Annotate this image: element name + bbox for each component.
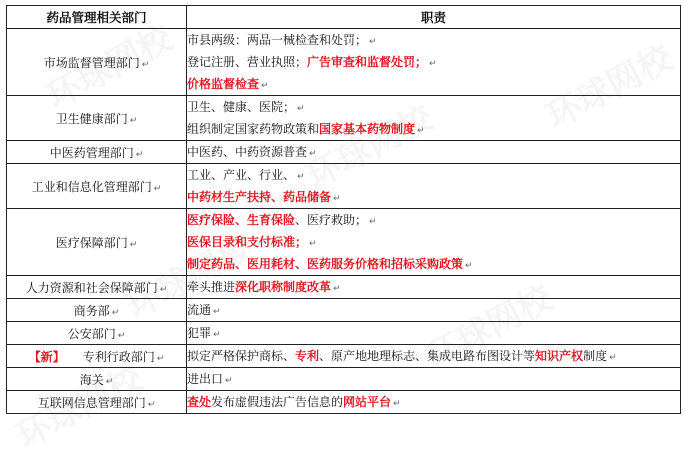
dept-name: 海关 (79, 372, 104, 387)
highlight-text: 查处 (187, 395, 212, 409)
duty-line (187, 231, 680, 253)
dept-cell (7, 164, 187, 209)
return-mark-icon: ↵ (105, 376, 114, 387)
dept-cell (7, 391, 187, 414)
duty-line (187, 164, 680, 186)
dept-cell (7, 322, 187, 345)
duty-cell (187, 299, 681, 322)
dept-name: 卫生健康部门 (55, 111, 128, 126)
return-mark-icon: ↵ (261, 81, 269, 91)
return-mark-icon: ↵ (393, 399, 401, 409)
duty-line (187, 209, 680, 231)
return-mark-icon: ↵ (369, 37, 377, 47)
return-mark-icon: ↵ (117, 330, 126, 341)
table-row (7, 391, 681, 414)
duty-cell (187, 322, 681, 345)
duty-text: 登记注册、营业执照； (187, 55, 308, 69)
dept-name: 公安部门 (67, 326, 116, 341)
duty-text: 市县两级：两品一械检查和处罚； (187, 33, 368, 47)
duty-text: 、原产地地理标志、集成电路布图设计等 (319, 349, 536, 363)
highlight-text: 深化职称制度改革 (235, 280, 332, 294)
highlight-text: 制定药品、医用耗材、医药服务价格和招标采购政策 (187, 257, 464, 271)
header-duty: 职责 (187, 6, 681, 29)
dept-name: 市场监督管理部门 (43, 55, 140, 70)
duty-text: 组织制定国家药物政策和 (187, 122, 320, 136)
dept-cell (7, 368, 187, 391)
return-mark-icon: ↵ (153, 183, 162, 194)
return-mark-icon: ↵ (147, 399, 156, 410)
return-mark-icon: ↵ (333, 194, 341, 204)
highlight-text: 知识产权 (535, 349, 584, 363)
return-mark-icon: ↵ (156, 353, 165, 364)
table-row (7, 164, 681, 209)
department-duties-table (6, 5, 681, 414)
return-mark-icon: ↵ (225, 376, 233, 386)
duty-cell (187, 391, 681, 414)
duty-cell (187, 368, 681, 391)
duty-text: 中医药、中药资源普查 (187, 145, 308, 159)
duty-line (187, 299, 680, 321)
highlight-text: 广告审查和监督处罚； (307, 55, 428, 69)
duty-line (187, 51, 680, 73)
return-mark-icon: ↵ (333, 284, 341, 294)
dept-cell (7, 276, 187, 299)
dept-name: 中医药管理部门 (49, 145, 134, 160)
table-row (7, 322, 681, 345)
table-row (7, 96, 681, 141)
duty-line (187, 345, 680, 367)
duty-text: 犯罪 (187, 326, 212, 340)
duty-cell (187, 209, 681, 276)
dept-cell (7, 345, 187, 368)
duty-line (187, 96, 680, 118)
return-mark-icon: ↵ (159, 284, 168, 295)
highlight-text: 价格监督检查 (187, 77, 260, 91)
duty-line (187, 186, 680, 208)
table-row (7, 209, 681, 276)
return-mark-icon: ↵ (609, 353, 617, 363)
dept-name: 医疗保障部门 (55, 235, 128, 250)
duty-line (187, 276, 680, 298)
duty-cell (187, 141, 681, 164)
duty-text: 、医疗救助； (295, 213, 368, 227)
duty-cell (187, 345, 681, 368)
highlight-text: 国家基本药物制度 (319, 122, 416, 136)
dept-cell (7, 299, 187, 322)
duty-cell (187, 96, 681, 141)
duty-cell (187, 164, 681, 209)
table-row (7, 299, 681, 322)
table-row (7, 29, 681, 96)
duty-text: 进出口 (187, 372, 224, 386)
duty-text: 发布虚假违法广告信息的 (211, 395, 344, 409)
duty-line (187, 368, 680, 390)
table-row (7, 368, 681, 391)
duty-line (187, 118, 680, 140)
dept-name: 商务部 (73, 303, 110, 318)
return-mark-icon: ↵ (297, 104, 305, 114)
table-row (7, 276, 681, 299)
duty-text: 卫生、健康、医院； (187, 100, 296, 114)
duty-text: 拟定严格保护商标、 (187, 349, 296, 363)
duty-text: 制度 (583, 349, 608, 363)
table-row (7, 345, 681, 368)
duty-text: 流通 (187, 303, 212, 317)
table-row (7, 141, 681, 164)
dept-name: 工业和信息化管理部门 (31, 179, 152, 194)
return-mark-icon: ↵ (135, 149, 144, 160)
dept-cell (7, 29, 187, 96)
duty-cell (187, 29, 681, 96)
dept-cell (7, 209, 187, 276)
return-mark-icon: ↵ (309, 149, 317, 159)
duty-line (187, 391, 680, 413)
dept-name: 人力资源和社会保障部门 (25, 280, 158, 295)
new-badge: 【新】 (28, 349, 65, 364)
return-mark-icon: ↵ (429, 59, 437, 69)
return-mark-icon: ↵ (141, 59, 150, 70)
highlight-text: 医保目录和支付标准； (187, 235, 308, 249)
highlight-text: 中药材生产扶持、药品储备 (187, 190, 332, 204)
return-mark-icon: ↵ (213, 330, 221, 340)
return-mark-icon: ↵ (465, 261, 473, 271)
dept-cell (7, 141, 187, 164)
return-mark-icon: ↵ (309, 239, 317, 249)
return-mark-icon: ↵ (417, 126, 425, 136)
dept-name: 专利行政部门 (82, 349, 155, 364)
duty-cell (187, 276, 681, 299)
duty-line (187, 29, 680, 51)
duty-text: 牵头推进 (187, 280, 236, 294)
highlight-text: 医疗保险、生育保险 (187, 213, 296, 227)
table-header-row (7, 6, 681, 29)
return-mark-icon: ↵ (129, 239, 138, 250)
highlight-text: 专利 (295, 349, 320, 363)
dept-cell (7, 96, 187, 141)
duty-line (187, 73, 680, 95)
return-mark-icon: ↵ (213, 307, 221, 317)
highlight-text: 网站平台 (343, 395, 392, 409)
duty-line (187, 322, 680, 344)
duty-text: 工业、产业、行业、 (187, 168, 296, 182)
return-mark-icon: ↵ (369, 217, 377, 227)
header-dept: 药品管理相关部门 (7, 6, 187, 29)
duty-line (187, 141, 680, 163)
dept-name: 互联网信息管理部门 (37, 395, 146, 410)
return-mark-icon: ↵ (297, 172, 305, 182)
duty-line (187, 253, 680, 275)
return-mark-icon: ↵ (129, 115, 138, 126)
return-mark-icon: ↵ (111, 307, 120, 318)
